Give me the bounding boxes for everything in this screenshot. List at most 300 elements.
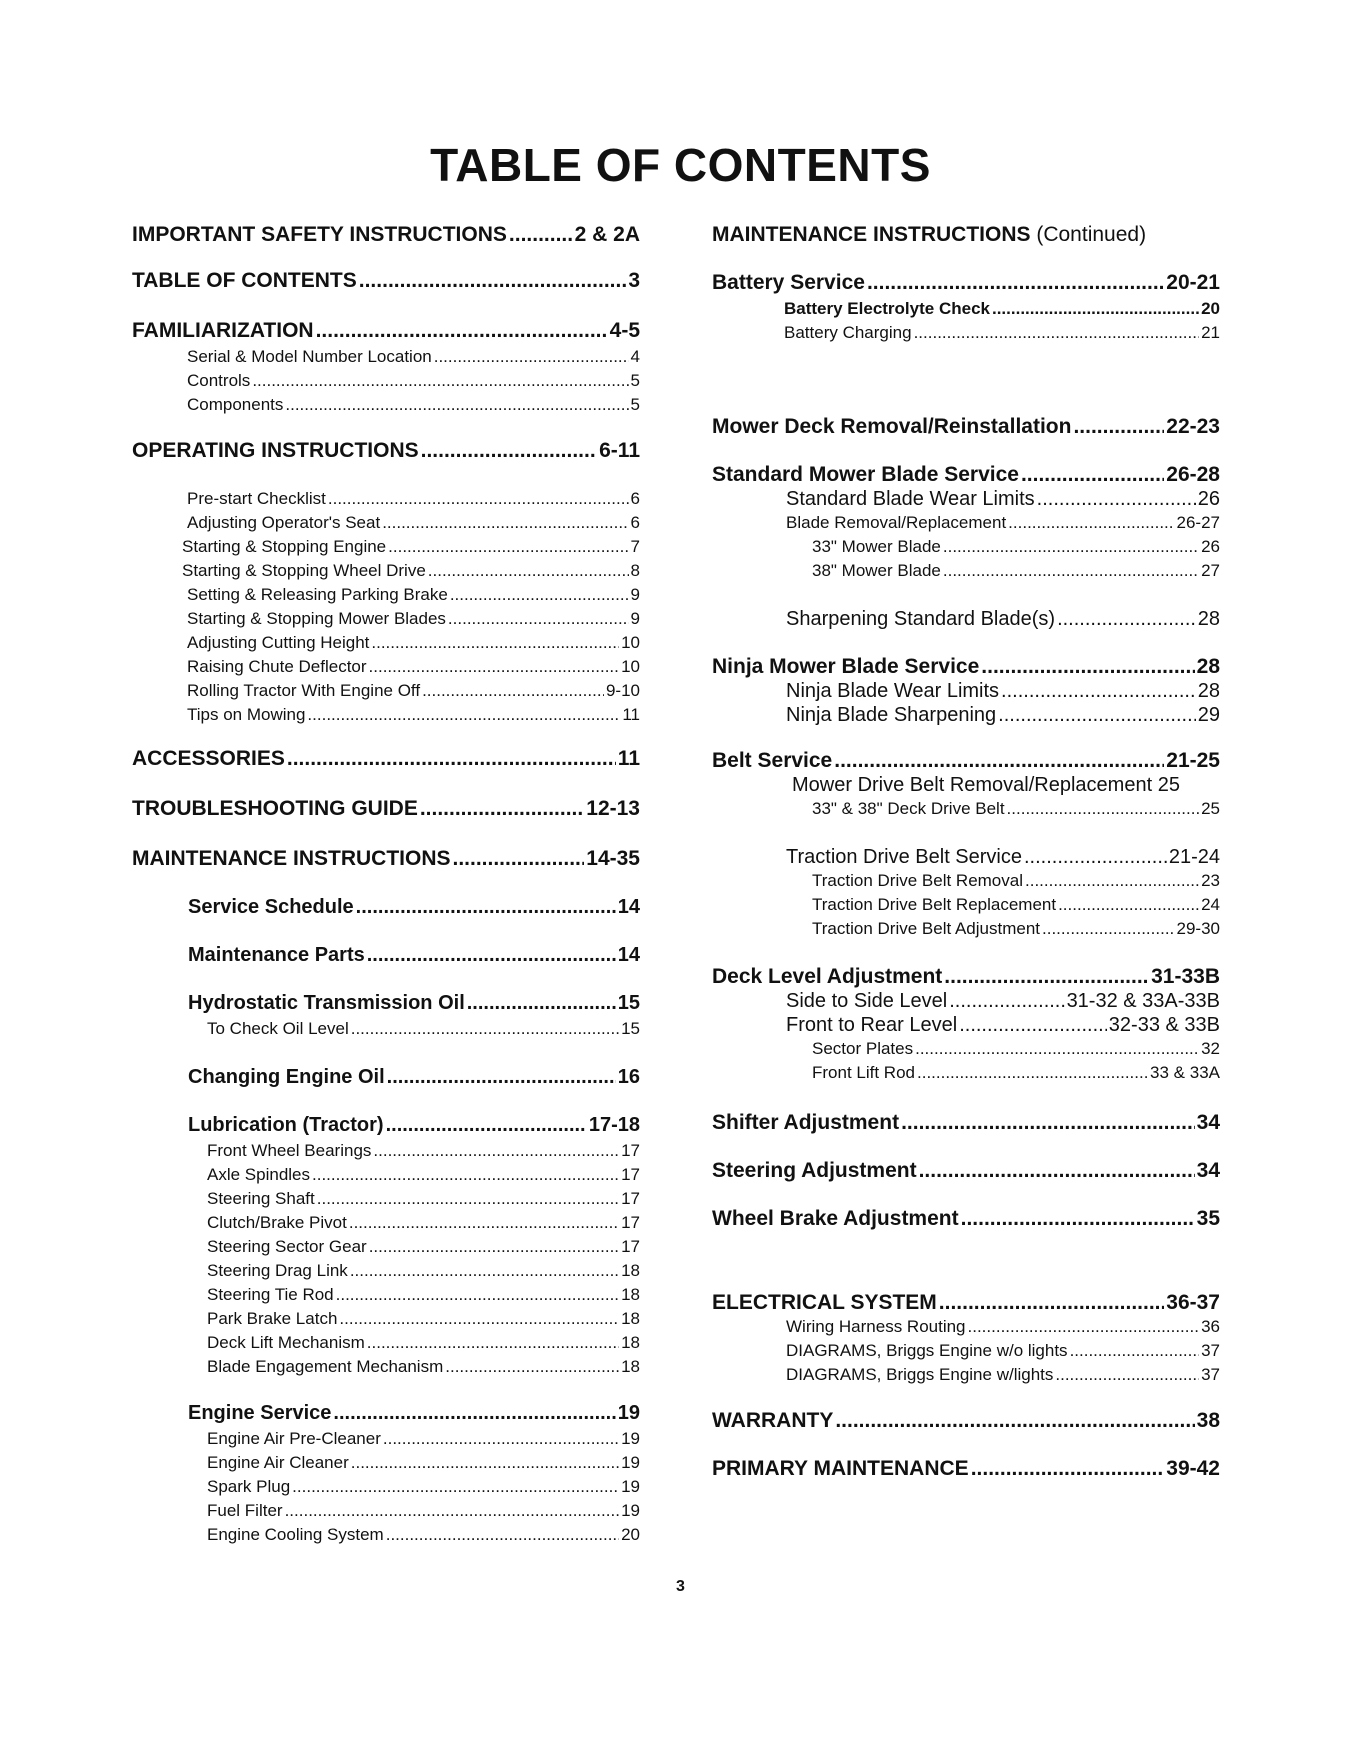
page-number: 3	[676, 1578, 685, 1595]
toc-entry-page: 14-35	[586, 847, 640, 870]
toc-entry-label: Starting & Stopping Engine	[182, 537, 387, 556]
toc-entry[interactable]	[712, 748, 1220, 774]
toc-subentry[interactable]	[187, 702, 640, 728]
dot-leader	[445, 1354, 619, 1380]
toc-entry[interactable]	[188, 990, 640, 1016]
toc-entry-label: Starting & Stopping Mower Blades	[187, 609, 446, 628]
dot-leader	[312, 1162, 619, 1188]
toc-entry-page: 14	[617, 944, 640, 966]
toc-entry-page: 28	[1197, 680, 1220, 702]
toc-entry-label: Engine Cooling System	[207, 1525, 384, 1544]
toc-subentry[interactable]	[187, 582, 640, 608]
toc-subentry[interactable]	[187, 630, 640, 656]
toc-entry-label: Standard Blade Wear Limits	[786, 488, 1035, 510]
toc-subentry[interactable]	[207, 1210, 640, 1236]
toc-entry-label: Adjusting Operator's Seat	[187, 513, 381, 532]
dot-leader	[961, 1206, 1195, 1232]
toc-entry-page: 19	[621, 1453, 640, 1472]
toc-entry-label: Tips on Mowing	[187, 705, 306, 724]
dot-leader	[373, 1138, 619, 1164]
toc-subentry[interactable]	[182, 558, 640, 584]
toc-entry-label: Deck Lift Mechanism	[207, 1333, 365, 1352]
toc-entry-label: Front Lift Rod	[812, 1063, 915, 1082]
toc-subentry[interactable]	[207, 1162, 640, 1188]
toc-entry[interactable]	[132, 222, 640, 248]
toc-entry[interactable]	[188, 1400, 640, 1426]
dot-leader	[386, 1522, 619, 1548]
toc-entry-label: Blade Engagement Mechanism	[207, 1357, 444, 1376]
toc-entry-page: 28	[1197, 608, 1220, 630]
toc-entry-page: 36	[1201, 1317, 1220, 1336]
toc-entry-page: 31-32 & 33A-33B	[1066, 990, 1220, 1012]
dot-leader	[339, 1306, 619, 1332]
dot-leader	[919, 1158, 1195, 1184]
toc-entry-page: 3	[628, 269, 640, 292]
toc-entry-label: Maintenance Parts	[188, 944, 365, 966]
toc-entry-label: 33" & 38" Deck Drive Belt	[812, 799, 1005, 818]
toc-entry-page: 10	[621, 657, 640, 676]
toc-entry-page: 34	[1196, 1111, 1220, 1134]
toc-entry-page: 19	[621, 1429, 640, 1448]
toc-entry[interactable]	[712, 654, 1220, 680]
dot-leader	[1037, 486, 1196, 512]
toc-subentry[interactable]	[207, 1426, 640, 1452]
dot-leader	[422, 678, 604, 704]
toc-entry-label: Lubrication (Tractor)	[188, 1114, 384, 1136]
toc-subentry[interactable]	[786, 1314, 1220, 1340]
toc-entry-label: OPERATING INSTRUCTIONS	[132, 439, 419, 462]
toc-subentry[interactable]	[812, 534, 1220, 560]
toc-entry-label: Changing Engine Oil	[188, 1066, 385, 1088]
dot-leader	[333, 1400, 615, 1426]
toc-entry-page: 34	[1196, 1159, 1220, 1182]
toc-entry-page: 25	[1201, 799, 1220, 818]
toc-entry-label: Wheel Brake Adjustment	[712, 1207, 959, 1230]
dot-leader	[448, 606, 629, 632]
toc-entry-label: Adjusting Cutting Height	[187, 633, 370, 652]
toc-entry-label: Traction Drive Belt Service	[786, 846, 1022, 868]
toc-subentry[interactable]	[187, 392, 640, 418]
dot-leader	[450, 582, 629, 608]
toc-entry-page: 9-10	[605, 681, 640, 700]
toc-entry-label: Engine Service	[188, 1402, 332, 1424]
toc-subentry[interactable]	[786, 844, 1220, 870]
toc-entry-page: 19	[617, 1402, 640, 1424]
toc-entry-page: 5	[630, 395, 640, 414]
toc-subentry[interactable]	[784, 296, 1220, 322]
toc-entry-label: IMPORTANT SAFETY INSTRUCTIONS	[132, 223, 507, 246]
toc-entry[interactable]	[132, 268, 640, 294]
dot-leader	[369, 654, 620, 680]
dot-leader	[421, 438, 598, 464]
toc-entry-label: Ninja Blade Wear Limits	[786, 680, 1000, 702]
toc-entry[interactable]	[712, 462, 1220, 488]
toc-subentry[interactable]	[786, 678, 1220, 704]
toc-entry-page: 29-30	[1176, 919, 1220, 938]
toc-subentry[interactable]	[187, 510, 640, 536]
toc-entry-page: 6	[630, 513, 640, 532]
toc-entry-page: 20-21	[1166, 271, 1220, 294]
toc-entry[interactable]	[188, 942, 640, 968]
toc-entry-page: 21	[1201, 323, 1220, 342]
toc-entry-label: Controls	[187, 371, 251, 390]
toc-subentry[interactable]	[786, 988, 1220, 1014]
toc-subentry[interactable]	[812, 796, 1220, 822]
dot-leader	[998, 702, 1196, 728]
toc-entry-page: 38	[1196, 1409, 1220, 1432]
toc-entry-page: 29	[1197, 704, 1220, 726]
toc-entry[interactable]	[712, 1408, 1220, 1434]
toc-entry-label: Sharpening Standard Blade(s)	[786, 608, 1056, 630]
toc-entry-page: 2 & 2A	[574, 223, 640, 246]
toc-subentry[interactable]	[812, 916, 1220, 942]
toc-entry-page: 24	[1201, 895, 1220, 914]
toc-entry-page: 9	[630, 585, 640, 604]
toc-entry[interactable]	[188, 1112, 640, 1138]
dot-leader	[939, 1290, 1164, 1316]
toc-subentry[interactable]	[786, 702, 1220, 728]
toc-subentry[interactable]	[187, 486, 640, 512]
toc-entry-label: Traction Drive Belt Adjustment	[812, 919, 1041, 938]
toc-subentry[interactable]	[786, 1012, 1220, 1038]
toc-entry[interactable]	[712, 1456, 1220, 1482]
toc-entry-label: Sector Plates	[812, 1039, 914, 1058]
section-heading	[712, 222, 1220, 248]
dot-leader	[336, 1282, 619, 1308]
toc-entry-page: 22-23	[1166, 415, 1220, 438]
toc-entry-label: Ninja Blade Sharpening	[786, 704, 997, 726]
dot-leader	[317, 1186, 619, 1212]
toc-entry-label: Shifter Adjustment	[712, 1111, 900, 1134]
toc-entry-label: Traction Drive Belt Replacement	[812, 895, 1057, 914]
toc-entry-page: 31-33B	[1151, 965, 1220, 988]
toc-entry-page: 26-28	[1166, 463, 1220, 486]
toc-subentry[interactable]	[187, 368, 640, 394]
toc-entry-page: 18	[621, 1333, 640, 1352]
dot-leader	[367, 942, 616, 968]
toc-subentry[interactable]	[207, 1306, 640, 1332]
toc-entry-page: 15	[621, 1019, 640, 1038]
toc-subentry[interactable]	[207, 1282, 640, 1308]
dot-leader	[1057, 606, 1196, 632]
toc-subentry[interactable]	[207, 1354, 640, 1380]
toc-entry-label: MAINTENANCE INSTRUCTIONS	[132, 847, 451, 870]
toc-entry-page: 26	[1201, 537, 1220, 556]
toc-subentry[interactable]	[207, 1016, 640, 1042]
toc-entry-label: 33" Mower Blade	[812, 537, 941, 556]
dot-leader	[992, 296, 1199, 322]
toc-subentry[interactable]	[207, 1330, 640, 1356]
toc-entry-label: 38" Mower Blade	[812, 561, 941, 580]
toc-entry[interactable]	[132, 796, 640, 822]
toc-entry-label: Components	[187, 395, 284, 414]
toc-entry-label: Fuel Filter	[207, 1501, 283, 1520]
dot-leader	[1001, 678, 1196, 704]
dot-leader	[285, 392, 628, 418]
toc-entry-page: 20	[1201, 299, 1220, 318]
toc-entry-label: Mower Deck Removal/Reinstallation	[712, 415, 1072, 438]
toc-entry-page: 17	[621, 1237, 640, 1256]
toc-subentry[interactable]	[187, 344, 640, 370]
dot-leader	[1058, 892, 1199, 918]
toc-entry[interactable]	[712, 414, 1220, 440]
dot-leader	[835, 1408, 1194, 1434]
section-heading-suffix: (Continued)	[1036, 223, 1147, 246]
toc-entry-label: TROUBLESHOOTING GUIDE	[132, 797, 418, 820]
dot-leader	[387, 1064, 616, 1090]
toc-entry-page: 17	[621, 1141, 640, 1160]
toc-entry-page: 37	[1201, 1365, 1220, 1384]
toc-entry-page: 5	[630, 371, 640, 390]
toc-entry-page: 35	[1196, 1207, 1220, 1230]
toc-entry-page: 12-13	[586, 797, 640, 820]
dot-leader	[371, 630, 619, 656]
toc-entry-label: Axle Spindles	[207, 1165, 311, 1184]
dot-leader	[1025, 868, 1199, 894]
dot-leader	[428, 558, 629, 584]
toc-entry-label: Park Brake Latch	[207, 1309, 338, 1328]
toc-subentry[interactable]	[786, 1338, 1220, 1364]
dot-leader	[369, 1234, 619, 1260]
toc-subentry[interactable]	[786, 510, 1220, 536]
dot-leader	[382, 510, 628, 536]
dot-leader	[959, 1012, 1107, 1038]
toc-entry-label: TABLE OF CONTENTS	[132, 269, 357, 292]
dot-leader	[1073, 414, 1164, 440]
toc-entry-label: Traction Drive Belt Removal	[812, 871, 1023, 890]
toc-entry-page: 33 & 33A	[1150, 1063, 1220, 1082]
dot-leader	[1007, 796, 1200, 822]
dot-leader	[350, 1258, 619, 1284]
dot-leader	[351, 1450, 619, 1476]
toc-entry-page: 32	[1201, 1039, 1220, 1058]
toc-entry[interactable]	[188, 1064, 640, 1090]
dot-leader	[287, 746, 616, 772]
toc-entry-page: 19	[621, 1501, 640, 1520]
toc-entry-label: Front Wheel Bearings	[207, 1141, 372, 1160]
dot-leader	[1021, 462, 1164, 488]
toc-subentry[interactable]	[812, 1036, 1220, 1062]
toc-subentry[interactable]	[207, 1474, 640, 1500]
toc-entry-page: 7	[630, 537, 640, 556]
toc-entry[interactable]	[132, 746, 640, 772]
dot-leader	[328, 486, 629, 512]
dot-leader	[467, 990, 616, 1016]
dot-leader	[834, 748, 1164, 774]
toc-entry-label: Engine Air Cleaner	[207, 1453, 349, 1472]
toc-entry-label: Deck Level Adjustment	[712, 965, 943, 988]
toc-entry-label: WARRANTY	[712, 1409, 834, 1432]
toc-entry-label: Clutch/Brake Pivot	[207, 1213, 347, 1232]
toc-entry-label: Blade Removal/Replacement	[786, 513, 1007, 532]
toc-entry-page: 17-18	[588, 1114, 640, 1136]
toc-subentry[interactable]	[786, 486, 1220, 512]
toc-subentry[interactable]	[187, 606, 640, 632]
dot-leader	[509, 222, 573, 248]
dot-leader	[351, 1016, 619, 1042]
toc-entry-label: Steering Tie Rod	[207, 1285, 334, 1304]
dot-leader	[968, 1314, 1200, 1340]
dot-leader	[307, 702, 620, 728]
dot-leader	[914, 320, 1200, 346]
toc-entry[interactable]	[188, 894, 640, 920]
dot-leader	[981, 654, 1194, 680]
toc-entry[interactable]	[712, 1206, 1220, 1232]
toc-entry-label: FAMILIARIZATION	[132, 319, 314, 342]
toc-entry[interactable]	[712, 270, 1220, 296]
toc-subentry[interactable]	[786, 606, 1220, 632]
toc-entry-page: 11	[622, 705, 640, 724]
toc-entry-label: Wiring Harness Routing	[786, 1317, 966, 1336]
toc-entry-page: 9	[630, 609, 640, 628]
dot-leader	[356, 894, 616, 920]
dot-leader	[971, 1456, 1165, 1482]
toc-entry-label: To Check Oil Level	[207, 1019, 349, 1038]
toc-entry-page: 16	[617, 1066, 640, 1088]
toc-entry-label: ACCESSORIES	[132, 747, 285, 770]
toc-entry-label: Hydrostatic Transmission Oil	[188, 992, 465, 1014]
toc-entry-page: 26-27	[1176, 513, 1220, 532]
toc-subentry[interactable]	[784, 320, 1220, 346]
dot-leader	[943, 558, 1199, 584]
toc-entry-label: Mower Drive Belt Removal/Replacement	[792, 774, 1153, 796]
toc-entry-label: Belt Service	[712, 749, 833, 772]
toc-entry-label: PRIMARY MAINTENANCE	[712, 1457, 969, 1480]
toc-entry-page: 21-25	[1166, 749, 1220, 772]
dot-leader	[285, 1498, 620, 1524]
toc-entry[interactable]	[712, 1158, 1220, 1184]
dot-leader	[386, 1112, 587, 1138]
dot-leader	[420, 796, 584, 822]
toc-subentry[interactable]	[207, 1138, 640, 1164]
toc-subentry[interactable]	[207, 1234, 640, 1260]
toc-entry-page: 8	[630, 561, 640, 580]
toc-entry-label: Battery Service	[712, 271, 865, 294]
toc-entry-page: 17	[621, 1189, 640, 1208]
toc-entry-page: 37	[1201, 1341, 1220, 1360]
toc-entry-label: Rolling Tractor With Engine Off	[187, 681, 421, 700]
page-title: TABLE OF CONTENTS	[430, 139, 931, 191]
toc-subentry[interactable]	[207, 1258, 640, 1284]
toc-entry-label: Front to Rear Level	[786, 1014, 958, 1036]
toc-entry-label: Raising Chute Deflector	[187, 657, 367, 676]
toc-entry-page: 23	[1201, 871, 1220, 890]
toc-entry-page: 26	[1197, 488, 1220, 510]
toc-entry-label: Setting & Releasing Parking Brake	[187, 585, 448, 604]
dot-leader	[944, 964, 1149, 990]
toc-subentry[interactable]	[187, 654, 640, 680]
dot-leader	[1042, 916, 1175, 942]
toc-entry-page: 25	[1157, 774, 1180, 796]
toc-entry-page: 19	[621, 1477, 640, 1496]
toc-entry-page: 6-11	[599, 439, 640, 462]
toc-entry-page: 17	[621, 1165, 640, 1184]
toc-subentry[interactable]	[182, 534, 640, 560]
toc-entry-page: 27	[1201, 561, 1220, 580]
toc-entry-page: 4	[630, 347, 640, 366]
dot-leader	[949, 988, 1064, 1014]
dot-leader	[901, 1110, 1195, 1136]
toc-subentry[interactable]	[207, 1498, 640, 1524]
dot-leader	[943, 534, 1199, 560]
toc-entry[interactable]	[712, 1110, 1220, 1136]
toc-subentry[interactable]	[786, 1362, 1220, 1388]
toc-entry-page: 14	[617, 896, 640, 918]
toc-entry-label: Pre-start Checklist	[187, 489, 326, 508]
toc-entry[interactable]	[712, 1290, 1220, 1316]
dot-leader	[915, 1036, 1199, 1062]
toc-subentry[interactable]	[812, 892, 1220, 918]
toc-entry-page: 15	[617, 992, 640, 1014]
toc-entry-label: DIAGRAMS, Briggs Engine w/o lights	[786, 1341, 1068, 1360]
toc-entry-label: Starting & Stopping Wheel Drive	[182, 561, 426, 580]
toc-subentry[interactable]	[207, 1522, 640, 1548]
dot-leader	[1024, 844, 1167, 870]
section-heading-label: MAINTENANCE INSTRUCTIONS	[712, 223, 1031, 246]
toc-entry-label: Steering Shaft	[207, 1189, 315, 1208]
toc-entry[interactable]	[132, 846, 640, 872]
toc-entry-page: 36-37	[1166, 1291, 1220, 1314]
toc-entry-page: 21-24	[1168, 846, 1220, 868]
toc-entry[interactable]	[712, 964, 1220, 990]
dot-leader	[388, 534, 628, 560]
toc-entry-label: Serial & Model Number Location	[187, 347, 432, 366]
toc-entry-label: Standard Mower Blade Service	[712, 463, 1019, 486]
toc-entry-page: 18	[621, 1285, 640, 1304]
dot-leader	[1070, 1338, 1200, 1364]
toc-entry-label: Steering Drag Link	[207, 1261, 348, 1280]
toc-entry-page: 18	[621, 1309, 640, 1328]
dot-leader	[434, 344, 629, 370]
dot-leader	[453, 846, 585, 872]
dot-leader	[383, 1426, 619, 1452]
toc-entry-label: Battery Electrolyte Check	[784, 299, 990, 318]
toc-entry-page: 4-5	[609, 319, 640, 342]
toc-entry-page: 17	[621, 1213, 640, 1232]
toc-subentry[interactable]	[812, 1060, 1220, 1086]
toc-entry-page: 39-42	[1166, 1457, 1220, 1480]
toc-entry-page: 28	[1196, 655, 1220, 678]
toc-entry[interactable]	[132, 438, 640, 464]
toc-subentry[interactable]	[187, 678, 640, 704]
toc-entry-page: 10	[621, 633, 640, 652]
dot-leader	[1008, 510, 1174, 536]
dot-leader	[1055, 1362, 1199, 1388]
toc-entry-label: Service Schedule	[188, 896, 354, 918]
toc-subentry[interactable]	[812, 868, 1220, 894]
toc-entry-label: Steering Sector Gear	[207, 1237, 367, 1256]
toc-entry-page: 20	[621, 1525, 640, 1544]
toc-entry-page: 18	[621, 1261, 640, 1280]
dot-leader	[917, 1060, 1148, 1086]
toc-entry-page: 18	[621, 1357, 640, 1376]
toc-subentry[interactable]	[207, 1450, 640, 1476]
toc-entry-label: Engine Air Pre-Cleaner	[207, 1429, 381, 1448]
toc-subentry[interactable]	[207, 1186, 640, 1212]
toc-subentry[interactable]	[812, 558, 1220, 584]
toc-entry-label: Steering Adjustment	[712, 1159, 917, 1182]
toc-entry-label: Side to Side Level	[786, 990, 948, 1012]
toc-entry-label: Ninja Mower Blade Service	[712, 655, 980, 678]
dot-leader	[252, 368, 628, 394]
dot-leader	[292, 1474, 619, 1500]
dot-leader	[359, 268, 627, 294]
toc-entry-page: 32-33 & 33B	[1108, 1014, 1220, 1036]
toc-entry[interactable]	[132, 318, 640, 344]
toc-subentry[interactable]	[792, 772, 1220, 798]
dot-leader	[367, 1330, 619, 1356]
dot-leader	[349, 1210, 619, 1236]
